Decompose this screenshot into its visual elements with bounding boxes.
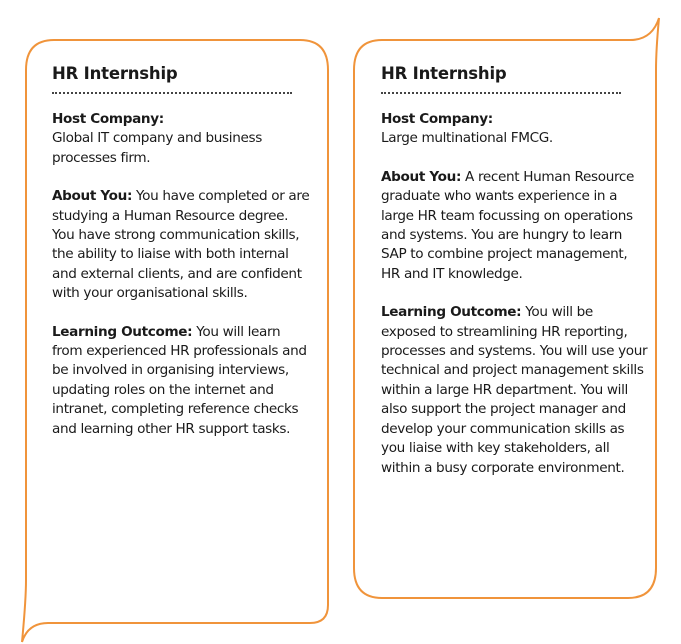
learning-outcome-text: You will be exposed to streamlining HR reporting, processes and systems. You will use your technical and project management skills within a large HR department. You will also support the project manager and develop your communication skills as you liaise with key stakeholders, all within a busy corporate environment.	[381, 304, 648, 476]
learning-outcome-label: Learning Outcome:	[52, 323, 193, 340]
about-you-text: You have completed or are studying a Human Resource degree. You have strong communication skills, the ability to liaise with both internal and external clients, and are confident with your organisational skills.	[52, 188, 310, 302]
dotted-divider	[381, 92, 621, 94]
host-company-label: Host Company:	[52, 111, 164, 127]
learning-outcome-section	[52, 323, 314, 439]
dotted-divider	[52, 92, 292, 94]
host-company-section	[381, 110, 649, 149]
about-you-section	[52, 187, 314, 303]
learning-outcome-label: Learning Outcome:	[381, 304, 522, 321]
learning-outcome-section	[381, 303, 649, 478]
card-title: HR Internship	[52, 64, 178, 83]
host-company-text: Large multinational FMCG.	[381, 130, 553, 147]
about-you-label: About You:	[52, 188, 133, 205]
about-you-text: A recent Human Resource graduate who wants experience in a large HR team focussing on operations and systems. You are hungry to learn SAP to combine project management, HR and IT knowledge.	[381, 168, 635, 282]
host-company-text: Global IT company and business processes firm.	[52, 130, 262, 166]
about-you-label: About You:	[381, 168, 462, 185]
host-company-label: Host Company:	[381, 111, 493, 127]
host-company-section	[52, 110, 314, 168]
internship-card-2	[381, 62, 649, 497]
internship-card-1	[52, 62, 314, 458]
about-you-section	[381, 168, 649, 284]
learning-outcome-text: You will learn from experienced HR professionals and be involved in organising interviews, updating roles on the internet and intranet, completing reference checks and learning other HR support tasks.	[52, 323, 307, 437]
card-title: HR Internship	[381, 64, 507, 83]
